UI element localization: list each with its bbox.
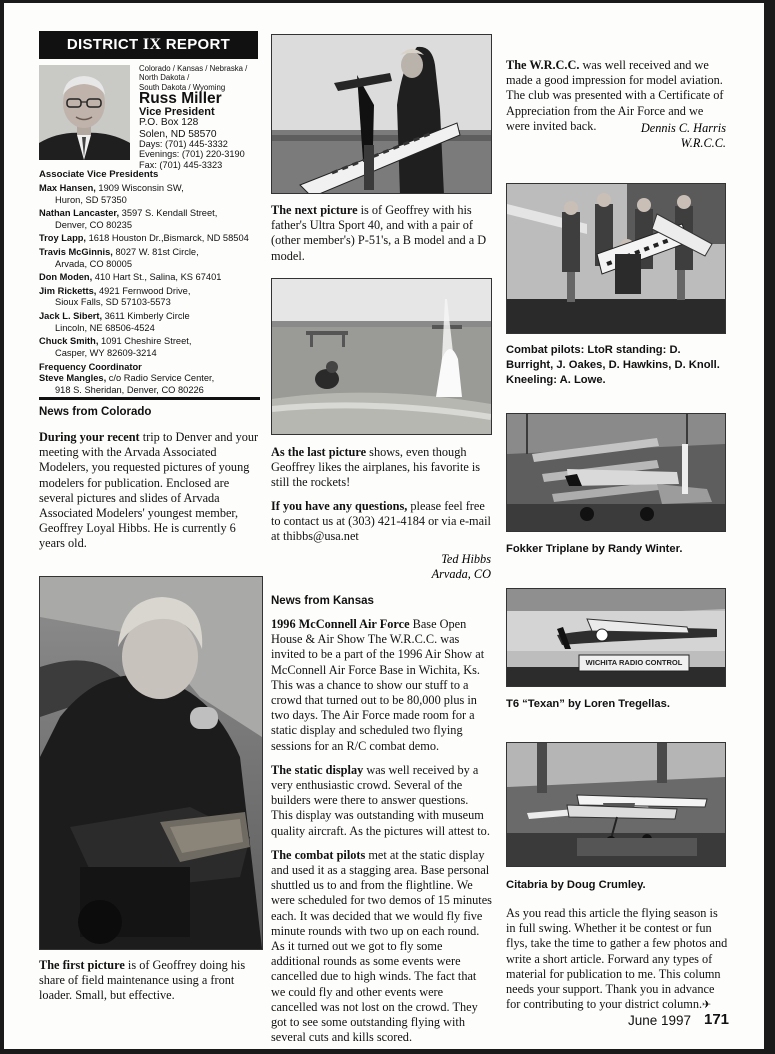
photo-fokker-triplane <box>506 413 726 532</box>
vp-address-line-1: P.O. Box 128 <box>139 117 199 128</box>
wichita-banner-text: WICHITA RADIO CONTROL <box>585 658 683 667</box>
first-picture-text <box>39 958 261 1004</box>
vp-phones <box>139 139 245 170</box>
combat-caption: Combat pilots: LtoR standing: D. Burright, J. Oakes, D. Hawkins, D. Knoll. Kneeling: A. Lowe. <box>506 344 720 386</box>
questions-lead: If you have any questions, <box>271 499 408 513</box>
questions-text <box>271 499 491 545</box>
officer-entry <box>39 233 261 244</box>
freq-coordinator-address: c/o Radio Service Center, <box>106 373 215 384</box>
officer-entry <box>39 183 261 206</box>
officer-address: 8027 W. 81st Circle, <box>112 247 199 258</box>
last-picture-body: shows, even though Geoffrey likes the airplanes, his favorite is still the rockets! <box>271 445 481 490</box>
photo-citabria <box>506 742 726 867</box>
questions-body: please feel free to contact us at (303) 421-4184 or via e-mail at thibbs@usa.net <box>271 499 491 544</box>
officer-entry <box>39 286 261 309</box>
officer-city: Casper, WY 82609-3214 <box>55 347 157 358</box>
states-list <box>139 64 264 92</box>
officer-name: Troy Lapp, <box>39 233 87 244</box>
officer-name: Chuck Smith, <box>39 336 99 347</box>
vp-name: Russ Miller <box>139 90 222 107</box>
kansas-p2 <box>271 763 492 839</box>
states-line-1: Colorado / Kansas / Nebraska / <box>139 64 248 73</box>
closing-text <box>506 906 728 1012</box>
officer-city: Huron, SD 57350 <box>55 194 127 205</box>
officer-address: 410 Hart St., Salina, KS 67401 <box>92 272 222 283</box>
officer-city: Arvada, CO 80005 <box>55 258 133 269</box>
kansas-sig-name: Dennis C. Harris <box>640 121 726 135</box>
texan-caption: T6 “Texan” by Loren Tregellas. <box>506 698 670 710</box>
kansas-p1 <box>271 617 492 754</box>
vp-phone-fax: Fax: (701) 445-3323 <box>139 159 223 170</box>
title-pre: DISTRICT <box>66 36 143 53</box>
colorado-intro <box>39 430 261 552</box>
freq-coordinator-name: Steve Mangles, <box>39 373 107 384</box>
kansas-p3 <box>271 848 492 1046</box>
photo-boy-front-loader <box>39 576 263 950</box>
next-picture-text <box>271 203 491 264</box>
photo-t6-texan <box>506 588 726 687</box>
first-picture-lead: The first picture <box>39 958 125 972</box>
officer-name: Don Moden, <box>39 272 93 283</box>
kansas-p4-body: was well received and we made a good impression for model aviation. The club was presented with a Certificate of Appreciation from the Air Force and we were invited back. <box>506 58 724 133</box>
kansas-p2-body: was well received by a very enthusiastic crowd. Several of the builders were there to answer questions. This display was outstanding with museum quality aircraft. As the pictures will attest to. <box>271 762 490 838</box>
colorado-heading: News from Colorado <box>39 406 152 418</box>
officer-address: 3597 S. Kendall Street, <box>119 208 218 219</box>
vice-president-portrait <box>39 65 130 160</box>
officer-entry <box>39 247 261 270</box>
title-post: REPORT <box>161 36 231 53</box>
kansas-column-text <box>271 617 492 1045</box>
vp-phone-evenings: Evenings: (701) 220-3190 <box>139 149 245 160</box>
kansas-p3-lead: The combat pilots <box>271 847 366 862</box>
kansas-p4-lead: The W.R.C.C. <box>506 58 580 72</box>
first-picture-body: is of Geoffrey doing his share of field maintenance using a front loader. Small, but effective. <box>39 958 246 1003</box>
kansas-p1-body: Base Open House & Air Show The W.R.C.C. was invited to be a part of the 1996 Air Show at McConnell Air Force Base in Wichita, Ks. This was a chance to show our stuff to a crowd that turned out to be 80,000 plus in two days. The Air Force made room for a static display and scheduled two flying sessions for an R/C combat demo. <box>271 617 485 753</box>
officer-entry <box>39 208 261 231</box>
colorado-signature <box>271 552 491 582</box>
kansas-sig-org: W.R.C.C. <box>680 136 726 150</box>
next-picture-lead: The next picture <box>271 203 358 217</box>
kansas-heading: News from Kansas <box>271 595 374 607</box>
footer-date: June 1997 <box>628 1013 692 1028</box>
vp-address <box>139 117 217 140</box>
colorado-intro-lead: During your recent <box>39 430 140 444</box>
colorado-sig-name: Ted Hibbs <box>441 552 491 566</box>
vp-phone-days: Days: (701) 445-3332 <box>139 139 228 149</box>
colorado-sig-place: Arvada, CO <box>431 567 491 581</box>
freq-coordinator-city: 918 S. Sheridan, Denver, CO 80226 <box>55 384 204 395</box>
officer-name: Jim Ricketts, <box>39 286 97 297</box>
magazine-page <box>4 3 764 1049</box>
officer-name: Nathan Lancaster, <box>39 208 120 219</box>
states-line-2: North Dakota / <box>139 73 190 83</box>
freq-coordinator-heading: Frequency Coordinator <box>39 361 142 372</box>
vp-role: Vice President <box>139 106 215 118</box>
officer-name: Travis McGinnis, <box>39 247 113 258</box>
kansas-p1-lead: 1996 McConnell Air Force <box>271 617 410 631</box>
kansas-p3-body: met at the static display and used it as a stagging area. Base personal shuttled us to and from the flightline. We were scheduled for two demos of 15 minutes each. It was decided that we would fly five minute rounds with two up on each round. As it turned out we got to fly some additional rounds as some events were cancelled due to high winds. The fact that we could fly and other events were cancelled was not lost on the crowd. They got to see some outstanding flying with several cuts and kills scored. <box>271 847 492 1045</box>
officer-entry <box>39 272 261 283</box>
photo-boy-ultra-sport <box>271 34 492 194</box>
officer-address: 3611 Kimberly Circle <box>102 311 190 322</box>
states-line-3: South Dakota / Wyoming <box>139 82 226 92</box>
officer-entry <box>39 311 261 334</box>
fokker-caption: Fokker Triplane by Randy Winter. <box>506 543 683 555</box>
officers-list <box>39 169 261 396</box>
airplane-end-icon: ✈ <box>702 998 712 1012</box>
officer-city: Lincoln, NE 68506-4524 <box>55 322 155 333</box>
vp-address-line-2: Solen, ND 58570 <box>139 128 217 140</box>
next-picture-body: is of Geoffrey with his father's Ultra Sport 40, and with a pair of (other member's) P-51's, a B model and a D model. <box>271 203 487 263</box>
kansas-signature <box>506 121 726 151</box>
citabria-caption: Citabria by Doug Crumley. <box>506 879 646 891</box>
assoc-vp-heading: Associate Vice Presidents <box>39 169 159 180</box>
photo-rocket-launch <box>271 278 492 435</box>
page-number: 171 <box>704 1011 730 1028</box>
officer-name: Max Hansen, <box>39 183 96 194</box>
officer-city: Denver, CO 80235 <box>55 219 133 230</box>
colorado-intro-body: trip to Denver and your meeting with the Arvada Associated Modelers, you requested pictures of young modelers for publication. Enclosed are several pictures and slides of Arvada Associated Modelers' youngest member, Geoffrey Loyal Hibbs. He is currently 6 years old. <box>39 430 259 551</box>
officer-address: 4921 Fernwood Drive, <box>96 286 191 297</box>
closing-body: As you read this article the flying season is in full swing. Whether it be contest or fun flys, take the time to gather a few photos and write a short article. Forward any types of material for publication to me. This column needs your support. Thank you in advance for contributing to your district column. <box>506 906 728 1012</box>
last-picture-lead: As the last picture <box>271 445 367 459</box>
last-picture-text <box>271 445 491 491</box>
officer-city: Sioux Falls, SD 57103-5573 <box>55 297 171 308</box>
district-title-banner <box>39 31 258 59</box>
officer-name: Jack L. Sibert, <box>39 311 103 322</box>
header-divider <box>39 397 260 400</box>
officer-address: 1091 Cheshire Street, <box>98 336 192 347</box>
officer-entry <box>39 336 261 359</box>
kansas-p2-lead: The static display <box>271 762 364 777</box>
title-numeral: IX <box>142 36 162 53</box>
photo-combat-pilots <box>506 183 726 334</box>
officer-address: 1618 Houston Dr.,Bismarck, ND 58504 <box>86 233 249 244</box>
officer-address: 1909 Wisconsin SW, <box>95 183 184 194</box>
